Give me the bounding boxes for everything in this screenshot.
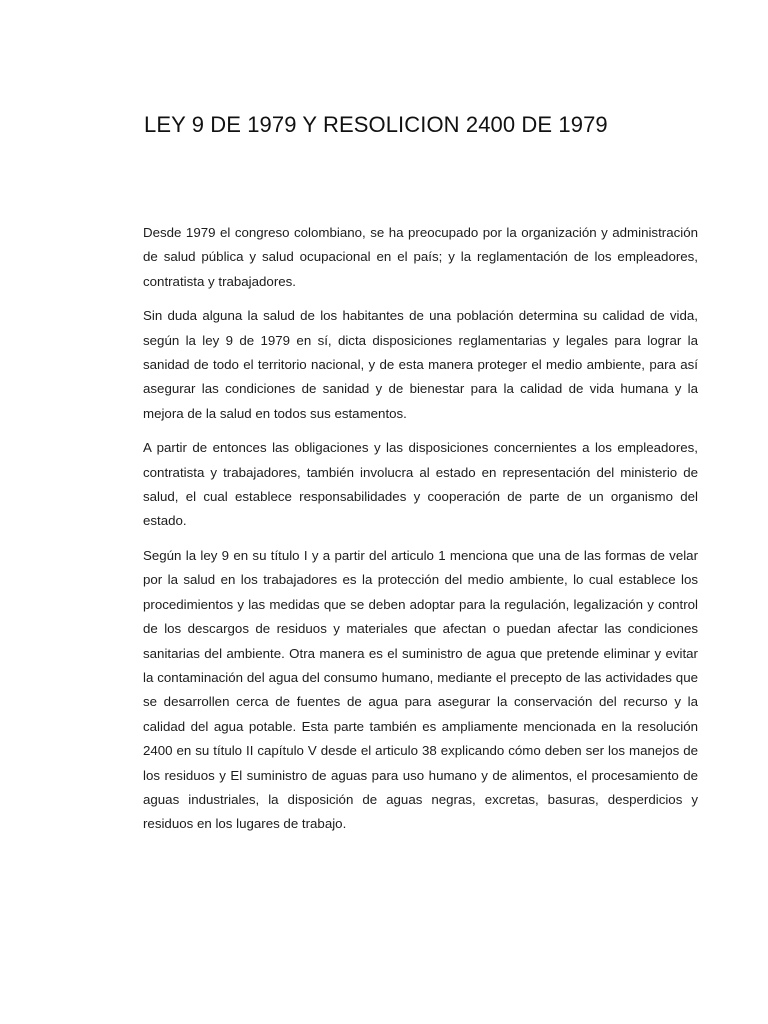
document-body [143,221,698,847]
document-title: LEY 9 DE 1979 Y RESOLICION 2400 DE 1979 [144,112,608,137]
paragraph-1: Desde 1979 el congreso colombiano, se ha preocupado por la organización y administración de salud pública y salud ocupacional en el país; y la reglamentación de los empleadores, contratista y trabajadores. [143,225,698,289]
paragraph-3: A partir de entonces las obligaciones y las disposiciones concernientes a los empleadores, contratista y trabajadores, también involucra al estado en representación del ministerio de salud, el cual establece responsabilidades y cooperación de parte de un organismo del estado. [143,440,698,529]
paragraph-4: Según la ley 9 en su título I y a partir del articulo 1 menciona que una de las formas de velar por la salud en los trabajadores es la protección del medio ambiente, lo cual establece los procedimientos y las medidas que se deben adoptar para la regulación, legalización y control de los descargos de residuos y materiales que afectan o puedan afectar las condiciones sanitarias del ambiente. Otra manera es el suministro de agua que pretende eliminar y evitar la contaminación del agua del consumo humano, mediante el precepto de las actividades que se desarrollen cerca de fuentes de agua para asegurar la conservación del recurso y la calidad del agua potable. Esta parte también es ampliamente mencionada en la resolución 2400 en su título II capítulo V desde el articulo 38 explicando cómo deben ser los manejos de los residuos y El suministro de aguas para uso humano y de alimentos, el procesamiento de aguas industriales, la disposición de aguas negras, excretas, basuras, desperdicios y residuos en los lugares de trabajo. [143,547,698,832]
paragraph-2: Sin duda alguna la salud de los habitantes de una población determina su calidad de vida, según la ley 9 de 1979 en sí, dicta disposiciones reglamentarias y legales para lograr la sanidad de todo el territorio nacional, y de esta manera proteger el medio ambiente, para así asegurar las condiciones de sanidad y de bienestar para la calidad de vida humana y la mejora de la salud en todos sus estamentos. [143,308,698,421]
